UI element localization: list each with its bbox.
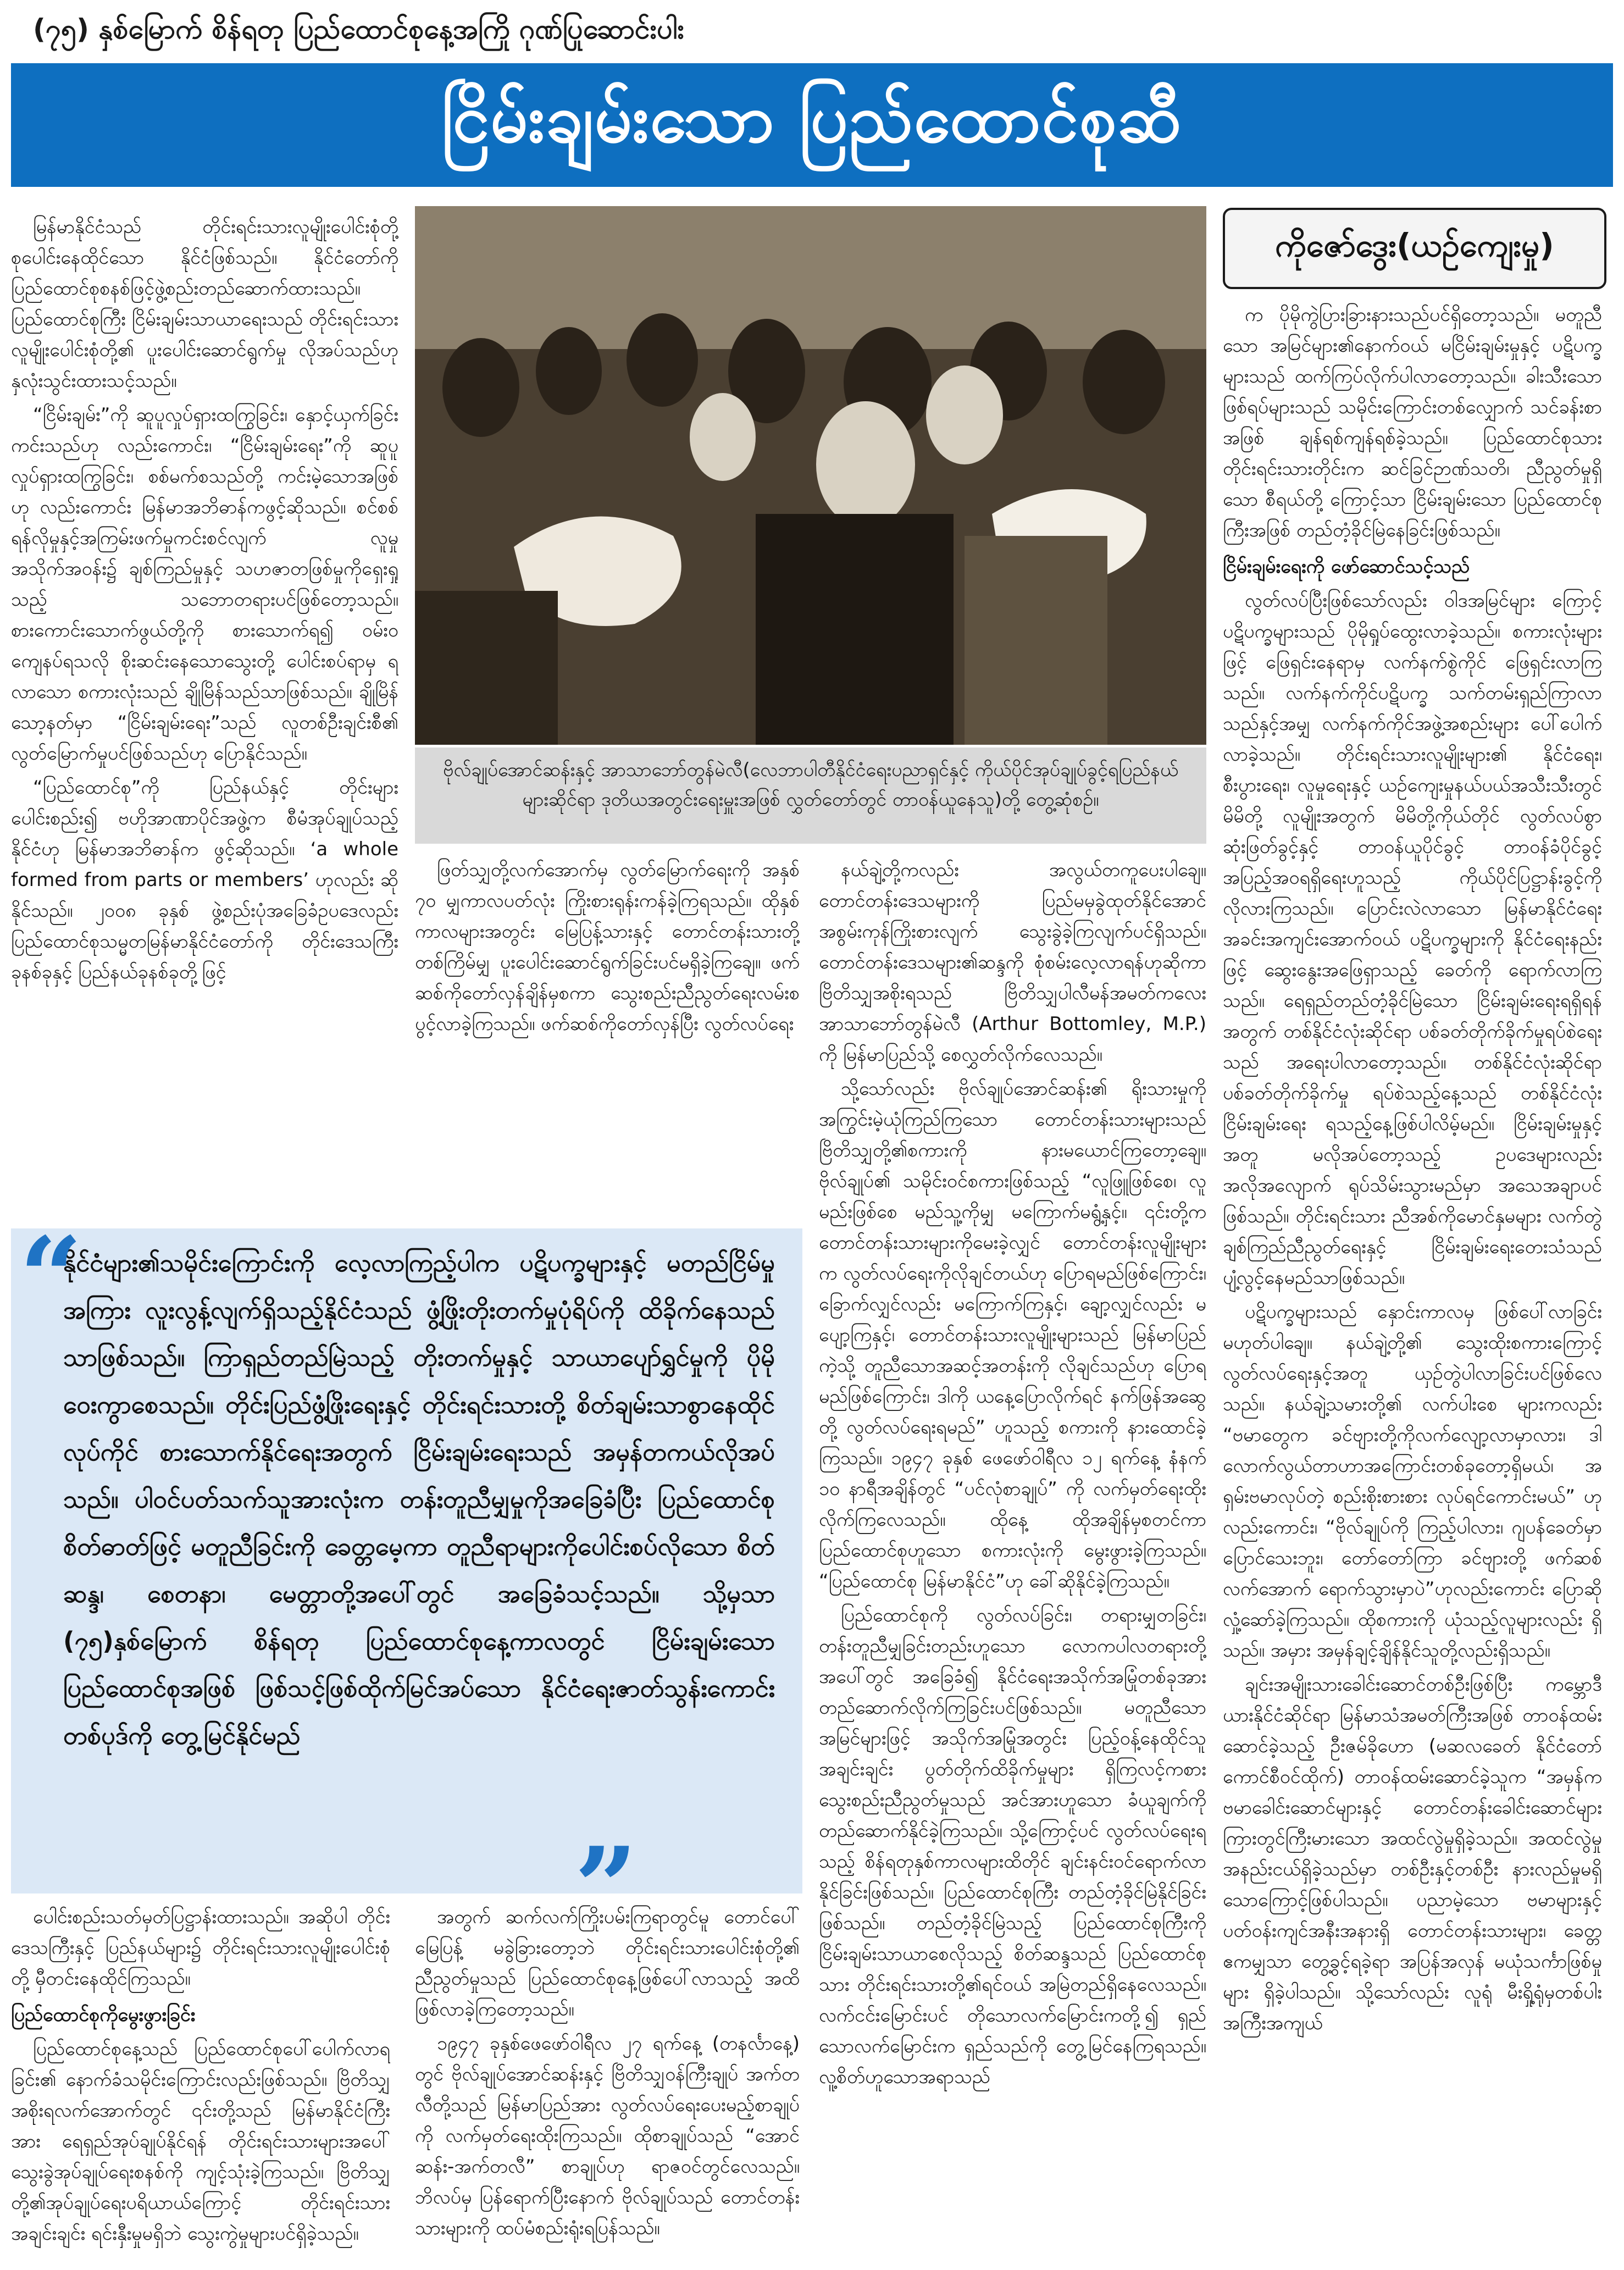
open-quote-icon: “ <box>19 1213 83 1342</box>
paragraph: ချင်းအမျိုးသားခေါင်းဆောင်တစ်ဦးဖြစ်ပြီး ကမ္ဘောဒီယားနိုင်ငံဆိုင်ရာ မြန်မာသံအမတ်ကြီးအဖြစ် တာဝန်ထမ်းဆောင်ခဲ့သည့် ဦးဇမ်ခိုဟော (မဆလခေတ် နိုင်ငံတော်ကောင်စီဝင်ထိုက်) တာဝန်ထမ်းဆောင်ခဲ့သူက “အမှန်က ဗမာခေါင်းဆောင်များနှင့် တောင်တန်းခေါင်းဆောင်များ ကြားတွင်ကြီးမားသော အထင်လွဲမှုရှိခဲ့သည်။ အထင်လွဲမှု အနည်းငယ်ရှိခဲ့သည်မှာ တစ်ဦးနှင့်တစ်ဦး နားလည်မှုမရှိသောကြောင့်ဖြစ်ပါသည်။ ပညာမဲ့သော ဗမာများနှင့် ပတ်ဝန်းကျင်အနီးအနားရှိ တောင်တန်းသားများ၊ ခေတ္တဧကမျှသာ တွေ့ခွင့်ရခဲ့ရာ အပြန်အလှန် မယုံသင်္ကာဖြစ်မှုများ ရှိခဲ့ပါသည်။ သို့သော်လည်း လူရုံ မီးရှို့ရုံမှတစ်ပါး အကြီးအကျယ် <box>1223 1674 1602 2034</box>
paragraph: ပြည်ထောင်စုကို လွတ်လပ်ခြင်း၊ တရားမျှတခြင်း၊ တန်းတူညီမျှခြင်းတည်းဟူသော လောကပါလတရားတို့အပေါ်တွင် အခြေခံ၍ နိုင်ငံရေးအသိုက်အမြုံတစ်ခုအား တည်ဆောက်လိုက်ကြခြင်းပင်ဖြစ်သည်။ မတူညီသောအမြင်များဖြင့် အသိုက်အမြုံအတွင်း ပြည့်ဝန့်နေထိုင်သူအချင်းချင်း ပွတ်တိုက်ထိခိုက်မှုများ ရှိကြလင့်ကစား သွေးစည်းညီညွတ်မှုသည် အင်အားဟူသော ခံယူချက်ကို တည်ဆောက်နိုင်ခဲ့ကြသည်။ သို့ကြောင့်ပင် လွတ်လပ်ရေးရသည့် စိန်ရတုနှစ်ကာလများထိတိုင် ချင်းနင်းဝင်ရောက်လာနိုင်ခြင်းဖြစ်သည်။ ပြည်ထောင်စုကြီး တည်တံ့ခိုင်မြဲနိုင်ခြင်းဖြစ်သည်။ တည်တံ့ခိုင်မြဲသည့် ပြည်ထောင်စုကြီးကို ငြိမ်းချမ်းသာယာစေလိုသည့် စိတ်ဆန္ဒသည် ပြည်ထောင်စုသား တိုင်းရင်းသားတို့၏ရင်ဝယ် အမြဲတည်ရှိနေလေသည်။ လက်ငင်းမြောင်းပင် တိုသောလက်မြောင်းကတို့၍ ရှည်သောလက်မြောင်းက ရှည်သည်ကို တွေ့မြင်နေကြရသည်။ လူ့စိတ်ဟူသောအရာသည် <box>819 1604 1206 2088</box>
column-1-bottom <box>11 1902 390 2265</box>
title-banner <box>11 63 1613 187</box>
column-2-top <box>415 855 800 1220</box>
paragraph: ပဋိပက္ခများသည် နှောင်းကာလမှ ဖြစ်ပေါ်လာခြင်းမဟုတ်ပါချေ။ နယ်ချဲ့တို့၏ သွေးထိုးစကားကြောင့် လွတ်လပ်ရေးနှင့်အတူ ယှဉ်တွဲပါလာခြင်းပင်ဖြစ်လေသည်။ နယ်ချဲ့သမားတို့၏ လက်ပါးစေ များကလည်း “ဗမာတွေက ခင်ဗျားတို့ကိုလက်လျော့လာမှာလား၊ ဒါလောက်လွယ်တာဟာအကြောင်းတစ်ခုတော့ရှိမယ်၊ အရှမ်းဗမာလုပ်တဲ့ စည်းစိုးစားစား လုပ်ရင်ကောင်းမယ်” ဟုလည်းကောင်း၊ “ဗိုလ်ချုပ်ကို ကြည့်ပါလား၊ ဂျပန်ခေတ်မှာ ပြောင်သေးဘူး၊ တော်တော်ကြာ ခင်ဗျားတို့ ဖက်ဆစ်လက်အောက် ရောက်သွားမှာပဲ”ဟုလည်းကောင်း ပြောဆိုလှုံ့ဆော်ခဲ့ကြသည်။ ထိုစကားကို ယုံသည့်လူများလည်း ရှိသည်။ အမှား အမှန်ချင့်ချိန်နိုင်သူတို့လည်းရှိသည်။ <box>1223 1301 1602 1662</box>
paragraph: သို့သော်လည်း ဗိုလ်ချုပ်အောင်ဆန်း၏ ရိုးသားမှုကို အကြွင်းမဲ့ယုံကြည်ကြသော တောင်တန်းသားများသည် ဗြိတိသျှတို့၏စကားကို နားမယောင်ကြတော့ချေ။ ဗိုလ်ချုပ်၏ သမိုင်းဝင်စကားဖြစ်သည့် “လူဖြူဖြစ်စေ၊ လူမည်းဖြစ်စေ မည်သူ့ကိုမျှ မကြောက်မရွံ့နှင့်။ ၎င်းတို့က တောင်တန်းသားများကိုမေးခဲ့လျှင် တောင်တန်းလူမျိုးများက လွတ်လပ်ရေးကိုလိုချင်တယ်ဟု ပြောရမည်ဖြစ်ကြောင်း၊ ခြောက်လျှင်လည်း မကြောက်ကြနှင့်၊ ချော့လျှင်လည်း မပျော့ကြနှင့်၊ တောင်တန်းသားလူမျိုးများသည် မြန်မာပြည်ကဲ့သို့ တူညီသောအဆင့်အတန်းကို လိုချင်သည်ဟု ပြောရမည်ဖြစ်ကြောင်း၊ ဒါကို ယနေ့ပြောလိုက်ရင် နက်ဖြန်အဆွေတို့ လွတ်လပ်ရေးရမည်” ဟူသည့် စကားကို နားထောင်ခဲ့ကြသည်။ ၁၉၄၇ ခုနှစ် ဖေဖော်ဝါရီလ ၁၂ ရက်နေ့ နံနက် ၁၀ နာရီအချိန်တွင် “ပင်လုံစာချုပ်” ကို လက်မှတ်ရေးထိုးလိုက်ကြလေသည်။ ထိုနေ့ ထိုအချိန်မှစတင်ကာ ပြည်ထောင်စုဟူသော စကားလုံးကို မွေးဖွားခဲ့ကြသည်။ “ပြည်ထောင်စု မြန်မာနိုင်ငံ”ဟု ခေါ်ဆိုနိုင်ခဲ့ကြသည်။ <box>819 1078 1206 1592</box>
paragraph: “ငြိမ်းချမ်း”ကို ဆူပူလှုပ်ရှားထကြွခြင်း၊ နှောင့်ယှက်ခြင်းကင်းသည်ဟု လည်းကောင်း၊ “ငြိမ်းချမ်းရေး”ကို ဆူပူလှုပ်ရှားထကြွခြင်း၊ စစ်မက်စသည်တို့ ကင်းမဲ့သောအဖြစ်ဟု လည်းကောင်း မြန်မာအဘိဓာန်ကဖွင့်ဆိုသည်။ စင်စစ် ရန်လိုမှုနှင့်အကြမ်းဖက်မှုကင်းစင်လျက် လူမှုအသိုက်အဝန်း၌ ချစ်ကြည်မှုနှင့် သဟဇာတဖြစ်မှုကိုရှေးရှုသည့် သဘောတရားပင်ဖြစ်တော့သည်။ စားကောင်းသောက်ဖွယ်တို့ကို စားသောက်ရ၍ ဝမ်းဝကျေနပ်ရသလို စိုးဆင်းနေသောသွေးတို့ ပေါင်းစပ်ရာမှ ရလာသော စကားလုံးသည် ချိုမြိန်သည်သာဖြစ်သည်။ ချိုမြိန်သော့နတ်မှာ “ငြိမ်းချမ်းရေး”သည် လူတစ်ဦးချင်းစီ၏ လွတ်မြောက်မှုပင်ဖြစ်သည်ဟု ပြောနိုင်သည်။ <box>11 404 398 765</box>
close-quote-icon: ” <box>574 1823 638 1952</box>
historical-photo <box>415 206 1206 745</box>
column-2-bottom <box>415 1902 800 2265</box>
paragraph: လွတ်လပ်ပြီးဖြစ်သော်လည်း ဝါဒအမြင်များ ကြောင့် ပဋိပက္ခများသည် ပိုမိုရှုပ်ထွေးလာခဲ့သည်။ စကားလုံးများဖြင့် ဖြေရှင်းနေရာမှ လက်နက်စွဲကိုင် ဖြေရှင်းလာကြသည်။ လက်နက်ကိုင်ပဋိပက္ခ သက်တမ်းရှည်ကြာလာသည်နှင့်အမျှ လက်နက်ကိုင်အဖွဲ့အစည်းများ ပေါ်ပေါက်လာခဲ့သည်။ တိုင်းရင်းသားလူမျိုးများ၏ နိုင်ငံရေး၊ စီးပွားရေး၊ လူမှုရေးနှင့် ယဉ်ကျေးမှုနယ်ပယ်အသီးသီးတွင် မိမိတို့ လူမျိုးအတွက် မိမိတို့ကိုယ်တိုင် လွတ်လပ်စွာ ဆုံးဖြတ်ခွင့်နှင့် တာဝန်ယူပိုင်ခွင့် တာဝန်ခံပိုင်ခွင့် အပြည့်အဝရရှိရေးဟူသည့် ကိုယ်ပိုင်ပြဋ္ဌာန်းခွင့်ကို လိုလားကြသည်။ ပြောင်းလဲလာသော မြန်မာနိုင်ငံရေး အခင်းအကျင်းအောက်ဝယ် ပဋိပက္ခများကို နိုင်ငံရေးနည်းဖြင့် ဆွေးနွေးအဖြေရှာသည့် ခေတ်ကို ရောက်လာကြသည်။ ရေရှည်တည်တံ့ခိုင်မြဲသော ငြိမ်းချမ်းရေးရရှိရန်အတွက် တစ်နိုင်ငံလုံးဆိုင်ရာ ပစ်ခတ်တိုက်ခိုက်မှုရပ်စဲရေးသည် အရေးပါလာတော့သည်။ တစ်နိုင်ငံလုံးဆိုင်ရာ ပစ်ခတ်တိုက်ခိုက်မှု ရပ်စဲသည့်နေ့သည် တစ်နိုင်ငံလုံး ငြိမ်းချမ်းရေး ရသည့်နေ့ဖြစ်ပါလိမ့်မည်။ ငြိမ်းချမ်းမှုနှင့်အတူ မလိုအပ်တော့သည့် ဥပဒေများလည်း အလိုအလျောက် ရုပ်သိမ်းသွားမည်မှာ အသေအချာပင်ဖြစ်သည်။ တိုင်းရင်းသား ညီအစ်ကိုမောင်နှမများ လက်တွဲချစ်ကြည်ညီညွတ်ရေးနှင့် ငြိမ်းချမ်းရေးတေးသံသည် ပျံ့လွင့်နေမည်သာဖြစ်သည်။ <box>1223 590 1602 1289</box>
paragraph: နယ်ချဲ့တို့ကလည်း အလွယ်တကူပေးပါချေ။ တောင်တန်းဒေသများကို ပြည်မမှခွဲထုတ်နိုင်အောင် အစွမ်းကုန်ကြိုးစားလျက် သွေးခွဲခဲ့ကြလျက်ပင်ရှိသည်။ တောင်တန်းဒေသများ၏ဆန္ဒကို စုံစမ်းလေ့လာရန်ဟုဆိုကာ ဗြိတိသျှအစိုးရသည် ဗြိတိသျှပါလီမန်အမတ်ကလေး အာသာဘော်တွန်မဲလီ (Arthur Bottomley, M.P.) ကို မြန်မာပြည်သို့ စေလွှတ်လိုက်လေသည်။ <box>819 859 1206 1066</box>
paragraph: မြန်မာနိုင်ငံသည် တိုင်းရင်းသားလူမျိုးပေါင်းစုံတို့ စုပေါင်းနေထိုင်သော နိုင်ငံဖြစ်သည်။ နိုင်ငံတော်ကို ပြည်ထောင်စုစနစ်ဖြင့်ဖွဲ့စည်းတည်ဆောက်ထားသည်။ ပြည်ထောင်စုကြီး ငြိမ်းချမ်းသာယာရေးသည် တိုင်းရင်းသားလူမျိုးပေါင်းစုံတို့၏ ပူးပေါင်းဆောင်ရွက်မှု လိုအပ်သည်ဟု နှလုံးသွင်းထားသင့်သည်။ <box>11 216 398 392</box>
paragraph: ဖြတ်သျှတို့လက်အောက်မှ လွတ်မြောက်ရေးကို အနှစ် ၇၀ မျှကာလပတ်လုံး ကြိုးစားရုန်းကန်ခဲ့ကြရသည်။ ထိုနှစ်ကာလများအတွင်း မြေပြန့်သားနှင့် တောင်တန်းသားတို့ တစ်ကြိမ်မျှ ပူးပေါင်းဆောင်ရွက်ခြင်းပင်မရှိခဲ့ကြချေ။ ဖက်ဆစ်ကိုတော်လှန်ချိန်မှစကာ သွေးစည်းညီညွတ်ရေးလမ်းစပွင့်လာခဲ့ကြသည်။ ဖက်ဆစ်ကိုတော်လှန်ပြီး လွတ်လပ်ရေး <box>415 859 800 1035</box>
subheading: ငြိမ်းချမ်းရေးကို ဖော်ဆောင်သင့်သည် <box>1223 556 1470 578</box>
author-byline-box <box>1223 208 1606 289</box>
pull-quote-text: နိုင်ငံများ၏သမိုင်းကြောင်းကို လေ့လာကြည့်ပါက ပဋိပက္ခများနှင့် မတည်ငြိမ်မှုအကြား လူးလွန့်လျက်ရှိသည့်နိုင်ငံသည် ဖွံ့ဖြိုးတိုးတက်မှုပုံရိပ်ကို ထိခိုက်နေသည်သာဖြစ်သည်။ ကြာရှည်တည်မြဲသည့် တိုးတက်မှုနှင့် သာယာပျော်ရွှင်မှုကို ပိုမိုဝေးကွာစေသည်။ တိုင်းပြည်ဖွံ့ဖြိုးရေးနှင့် တိုင်းရင်းသားတို့ စိတ်ချမ်းသာစွာနေထိုင်လုပ်ကိုင် စားသောက်နိုင်ရေးအတွက် ငြိမ်းချမ်းရေးသည် အမှန်တကယ်လိုအပ်သည်။ ပါဝင်ပတ်သက်သူအားလုံးက တန်းတူညီမျှမှုကိုအခြေခံပြီး ပြည်ထောင်စုစိတ်ဓာတ်ဖြင့် မတူညီခြင်းကို ခေတ္တမေ့ကာ တူညီရာများကိုပေါင်းစပ်လိုသော စိတ်ဆန္ဒ၊ စေတနာ၊ မေတ္တာတို့အပေါ်တွင် အခြေခံသင့်သည်။ သို့မှသာ (၇၅)နှစ်မြောက် စိန်ရတု ပြည်ထောင်စုနေ့ကာလတွင် ငြိမ်းချမ်းသောပြည်ထောင်စုအဖြစ် ဖြစ်သင့်ဖြစ်ထိုက်မြင်အပ်သော နိုင်ငံရေးဇာတ်သွန်းကောင်းတစ်ပုဒ်ကို တွေ့မြင်နိုင်မည် <box>63 1248 775 1750</box>
article-kicker: (၇၅) နှစ်မြောက် စိန်ရတု ပြည်ထောင်စုနေ့အကြို ဂုဏ်ပြုဆောင်းပါး <box>33 13 685 45</box>
photo-caption: ဗိုလ်ချုပ်အောင်ဆန်းနှင့် အာသာဘော်တွန်မဲလီ(လေဘာပါတီနိုင်ငံရေးပညာရှင်နှင့် ကိုယ်ပိုင်အုပ်ချုပ်ခွင့်ရပြည်နယ်များဆိုင်ရာ ဒုတိယအတွင်းရေးမှူးအဖြစ် လွှတ်တော်တွင် တာဝန်ယူနေသူ)တို့ တွေ့ဆုံစဉ်။ <box>415 748 1206 844</box>
column-3 <box>819 855 1206 2265</box>
column-4 <box>1223 300 1602 2265</box>
paragraph: ပြည်ထောင်စုနေ့သည် ပြည်ထောင်စုပေါ်ပေါက်လာရခြင်း၏ နောက်ခံသမိုင်းကြောင်းလည်းဖြစ်သည်။ ဗြိတိသျှအစိုးရလက်အောက်တွင် ၎င်းတို့သည် မြန်မာနိုင်ငံကြီးအား ရေရှည်အုပ်ချုပ်နိုင်ရန် တိုင်းရင်းသားများအပေါ် သွေးခွဲအုပ်ချုပ်ရေးစနစ်ကို ကျင့်သုံးခဲ့ကြသည်။ ဗြိတိသျှတို့၏အုပ်ချုပ်ရေးပရိယာယ်ကြောင့် တိုင်းရင်းသားအချင်းချင်း ရင်းနှီးမှုမရှိဘဲ သွေးကွဲမှုများပင်ရှိခဲ့သည်။ <box>11 2038 390 2245</box>
paragraph: ပေါင်းစည်းသတ်မှတ်ပြဋ္ဌာန်းထားသည်။ အဆိုပါ တိုင်းဒေသကြီးနှင့် ပြည်နယ်များ၌ တိုင်းရင်းသားလူမျိုးပေါင်းစုံတို့ မှီတင်းနေထိုင်ကြသည်။ <box>11 1906 390 1990</box>
paragraph: က ပိုမိုကွဲပြားခြားနားသည်ပင်ရှိတော့သည်။ မတူညီသော အမြင်များ၏နောက်ဝယ် မငြိမ်းချမ်းမှုနှင့် ပဋိပက္ခများသည် ထက်ကြပ်လိုက်ပါလာတော့သည်။ ခါးသီးသောဖြစ်ရပ်များသည် သမိုင်းကြောင်းတစ်လျှောက် သင်ခန်းစာအဖြစ် ချန်ရစ်ကျန်ရစ်ခဲ့သည်။ ပြည်ထောင်စုသား တိုင်းရင်းသားတိုင်းက ဆင်ခြင်ဉာဏ်သတိ၊ ညီညွတ်မှုရှိသော စီရယ်တို့ ကြောင့်သာ ငြိမ်းချမ်းသော ပြည်ထောင်စုကြီးအဖြစ် တည်တံ့ခိုင်မြဲနေခြင်းဖြစ်သည်။ <box>1223 304 1602 541</box>
paragraph: အတွက် ဆက်လက်ကြိုးပမ်းကြရာတွင်မူ တောင်ပေါ် မြေပြန့် မခွဲခြားတော့ဘဲ တိုင်းရင်းသားပေါင်းစုံတို့၏ ညီညွတ်မှုသည် ပြည်ထောင်စုနေ့ဖြစ်ပေါ်လာသည့် အထိ ဖြစ်လာခဲ့ကြတော့သည်။ <box>415 1906 800 2020</box>
column-1 <box>11 212 398 1220</box>
crowd-photo-illustration <box>415 206 1206 745</box>
paragraph: “ပြည်ထောင်စု”ကို ပြည်နယ်နှင့် တိုင်းများ ပေါင်းစည်း၍ ဗဟိုအာဏာပိုင်အဖွဲ့က စီမံအုပ်ချုပ်သည့် နိုင်ငံဟု မြန်မာအဘိဓာန်က ဖွင့်ဆိုသည်။ ‘a whole formed from parts or members’ ဟုလည်း ဆိုနိုင်သည်။ ၂၀၀၈ ခုနှစ် ဖွဲ့စည်းပုံအခြေခံဥပဒေလည်း ပြည်ထောင်စုသမ္မတမြန်မာနိုင်ငံတော်ကို တိုင်းဒေသကြီး ခုနစ်ခုနှင့် ပြည်နယ်ခုနစ်ခုတို့ဖြင့် <box>11 777 398 983</box>
paragraph: ၁၉၄၇ ခုနှစ်ဖေဖော်ဝါရီလ ၂၇ ရက်နေ့ (တနင်္လာနေ့) တွင် ဗိုလ်ချုပ်အောင်ဆန်းနှင့် ဗြိတိသျှဝန်ကြီးချုပ် အက်တလီတို့သည် မြန်မာပြည်အား လွတ်လပ်ရေးပေးမည့်စာချုပ်ကို လက်မှတ်ရေးထိုးကြသည်။ ထိုစာချုပ်သည် “အောင်ဆန်း-အက်တလီ” စာချုပ်ဟု ရာဇဝင်တွင်လေသည်။ ဘိလပ်မှ ပြန်ရောက်ပြီးနောက် ဗိုလ်ချုပ်သည် တောင်တန်းသားများကို ထပ်မံစည်းရုံးရပြန်သည်။ <box>415 2033 800 2239</box>
subheading: ပြည်ထောင်စုကိုမွေးဖွားခြင်း <box>11 2004 196 2026</box>
author-name: ကိုဇော်ဒွေး(ယဉ်ကျေးမှု) <box>1275 226 1554 264</box>
article-title: ငြိမ်းချမ်းသော ပြည်ထောင်စုဆီ <box>441 81 1183 157</box>
